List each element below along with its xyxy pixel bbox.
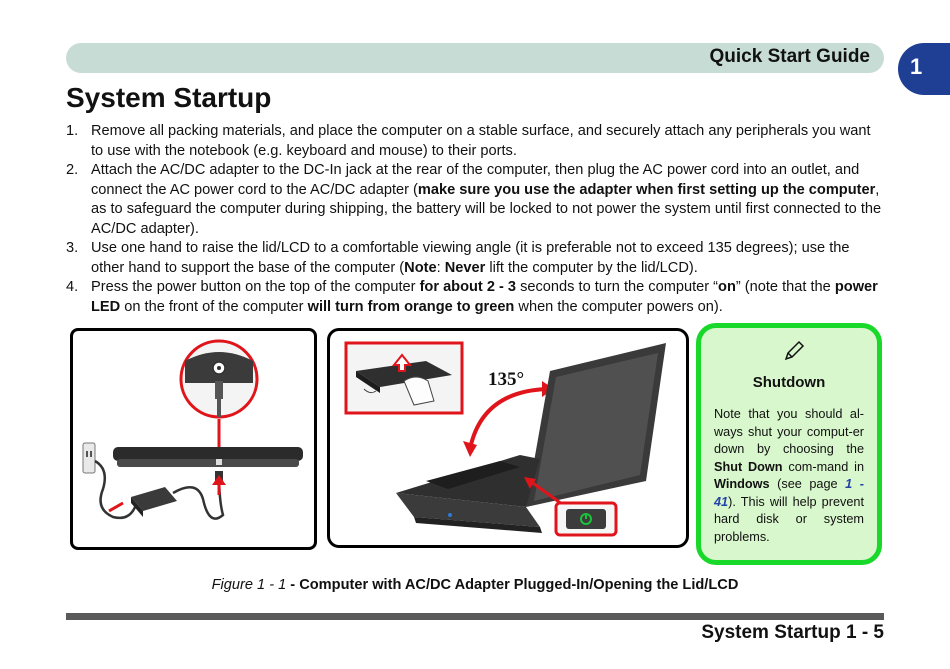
step-emphasis: power LED xyxy=(91,279,878,315)
step-emphasis: Note xyxy=(404,259,437,276)
step-item xyxy=(66,239,882,278)
lid-opening-illustration xyxy=(327,328,689,548)
step-number: 2. xyxy=(66,162,79,178)
step-number: 3. xyxy=(66,240,79,256)
step-emphasis: on xyxy=(718,279,736,295)
note-windows-emphasis: Windows xyxy=(714,477,770,491)
lid-drawing xyxy=(330,331,686,545)
caption-text: - Computer with AC/DC Adapter Plugged-In/Opening the Lid/LCD xyxy=(286,577,739,593)
step-text: lift the computer by the lid/LCD). xyxy=(485,259,698,276)
step-text: Remove all packing materials, and place the computer on a stable surface, and securely attach any peripherals you want to use with the notebook (e.g. keyboard and mouse) to their ports. xyxy=(91,123,871,159)
adapter-illustration xyxy=(70,328,317,550)
note-text xyxy=(714,406,864,546)
footer-page-label: System Startup 1 - 5 xyxy=(701,622,884,643)
step-text: on the front of the computer xyxy=(120,298,308,315)
step-number: 1. xyxy=(66,123,79,139)
header-title: Quick Start Guide xyxy=(709,46,870,67)
note-title: Shutdown xyxy=(752,374,826,391)
pen-icon xyxy=(783,340,805,362)
step-emphasis: will turn from orange to green xyxy=(307,298,515,315)
step-text: Attach the AC/DC adapter to the DC-In jack at the rear of the computer, then plug the AC power cord into an outlet, and connect the AC power cord to the AC/DC adapter ( xyxy=(91,162,860,198)
step-emphasis: Never xyxy=(444,259,486,276)
step-item xyxy=(66,161,882,239)
step-text: Use one hand to raise the lid/LCD to a comfortable viewing angle (it is preferable not to exceed 135 degrees); use the other hand to support the base of the computer ( xyxy=(91,240,850,276)
page-title: System Startup xyxy=(66,82,272,113)
note-page-link[interactable]: 1 - 41 xyxy=(714,477,864,509)
step-text: when the computer powers on). xyxy=(514,298,723,315)
step-emphasis: make sure you use the adapter when first setting up the computer xyxy=(417,181,876,198)
step-number: 4. xyxy=(66,279,79,295)
step-item xyxy=(66,278,882,317)
step-text: Press the power button on the top of the computer xyxy=(91,279,420,295)
chapter-tab xyxy=(898,43,950,95)
header-bar xyxy=(66,43,884,73)
step-text: ” (note that the xyxy=(735,279,835,295)
figure-caption xyxy=(0,577,950,593)
note-shut-down-emphasis: Shut Down xyxy=(714,459,783,474)
note-text-part-2: com-mand in xyxy=(782,459,864,474)
note-text-part-4: ). This will help prevent hard disk or system problems. xyxy=(714,494,864,544)
step-text: , as to safeguard the computer during shipping, the battery will be locked to not power the system until first connected to the AC/DC adapter). xyxy=(91,181,882,237)
chapter-number: 1 xyxy=(910,54,923,79)
shutdown-note xyxy=(696,323,882,565)
angle-label: 135° xyxy=(488,369,525,390)
note-text-part-1: Note that you should al-ways shut your comput-er down by choosing the xyxy=(714,407,864,456)
footer-rule xyxy=(66,613,884,620)
step-emphasis: for about 2 - 3 xyxy=(419,279,517,295)
note-text-part-3: (see page xyxy=(769,477,846,491)
step-item xyxy=(66,122,882,161)
adapter-drawing xyxy=(73,331,314,547)
caption-label: Figure 1 - 1 xyxy=(211,577,287,593)
step-text: seconds to turn the computer “ xyxy=(516,279,719,295)
startup-steps-list xyxy=(66,122,882,317)
step-text: : xyxy=(436,259,445,276)
